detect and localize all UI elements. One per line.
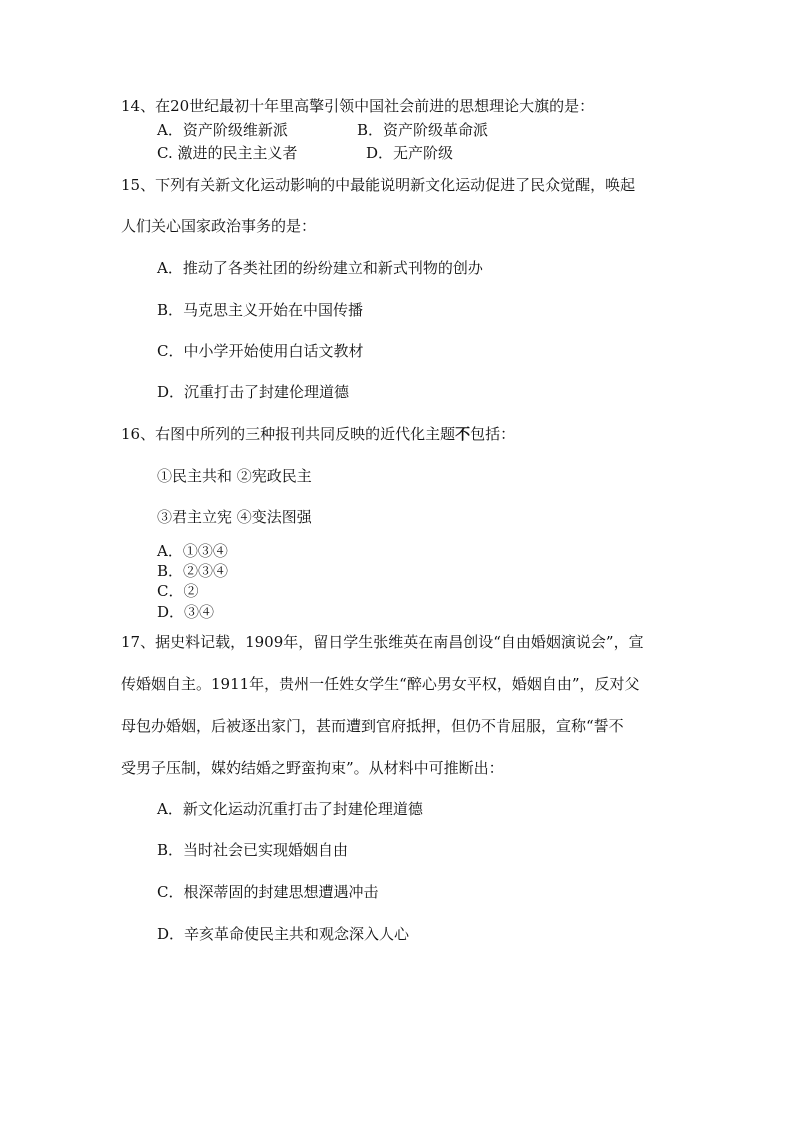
q17-option-c: C．根深蒂固的封建思想遭遇冲击	[157, 883, 379, 901]
q16-option-c: C．②	[157, 582, 199, 600]
q15-stem-line-2: 人们关心国家政治事务的是：	[121, 217, 317, 235]
q15-option-b: B．马克思主义开始在中国传播	[157, 301, 364, 319]
q16-option-a: A．①③④	[157, 542, 228, 560]
q16-item-line-2: ③君主立宪 ④变法图强	[157, 508, 312, 526]
q14-stem: 14、在20世纪最初十年里高擎引领中国社会前进的思想理论大旗的是：	[121, 97, 595, 115]
q16-stem-emphasis: 不	[455, 425, 471, 443]
q16-option-d: D．③④	[157, 603, 215, 621]
q14-option-a: A．资产阶级维新派	[157, 121, 288, 139]
q17-option-b: B．当时社会已实现婚姻自由	[157, 841, 349, 859]
q15-option-d: D．沉重打击了封建伦理道德	[157, 383, 350, 401]
q14-option-c: C. 激进的民主主义者	[157, 144, 298, 162]
q16-option-b: B．②③④	[157, 562, 229, 580]
q14-option-b: B．资产阶级革命派	[357, 121, 489, 139]
q15-option-c: C．中小学开始使用白话文教材	[157, 342, 364, 360]
q16-stem-before: 16、右图中所列的三种报刊共同反映的近代化主题	[121, 425, 456, 443]
q15-stem-line-1: 15、下列有关新文化运动影响的中最能说明新文化运动促进了民众觉醒，唤起	[121, 176, 636, 194]
q17-option-d: D．辛亥革命使民主共和观念深入人心	[157, 925, 410, 943]
q16-item-line-1: ①民主共和 ②宪政民主	[157, 467, 312, 485]
q16-stem-after: 包括：	[470, 425, 516, 443]
q17-stem-line-3: 母包办婚姻，后被逐出家门，甚而遭到官府抵押，但仍不肯屈服，宣称“誓不	[121, 717, 624, 735]
q17-stem-line-1: 17、据史料记载，1909年，留日学生张维英在南昌创设“自由婚姻演说会”，宣	[121, 633, 644, 651]
q15-option-a: A．推动了各类社团的纷纷建立和新式刊物的创办	[157, 259, 483, 277]
q17-stem-line-2: 传婚姻自主。1911年，贵州一任姓女学生“醉心男女平权，婚姻自由”，反对父	[121, 675, 640, 693]
q17-option-a: A．新文化运动沉重打击了封建伦理道德	[157, 800, 423, 818]
q17-stem-line-4: 受男子压制，媒妁结婚之野蛮拘束”。从材料中可推断出：	[121, 759, 504, 777]
q16-stem	[121, 425, 515, 443]
q14-option-d: D．无产阶级	[366, 144, 454, 162]
